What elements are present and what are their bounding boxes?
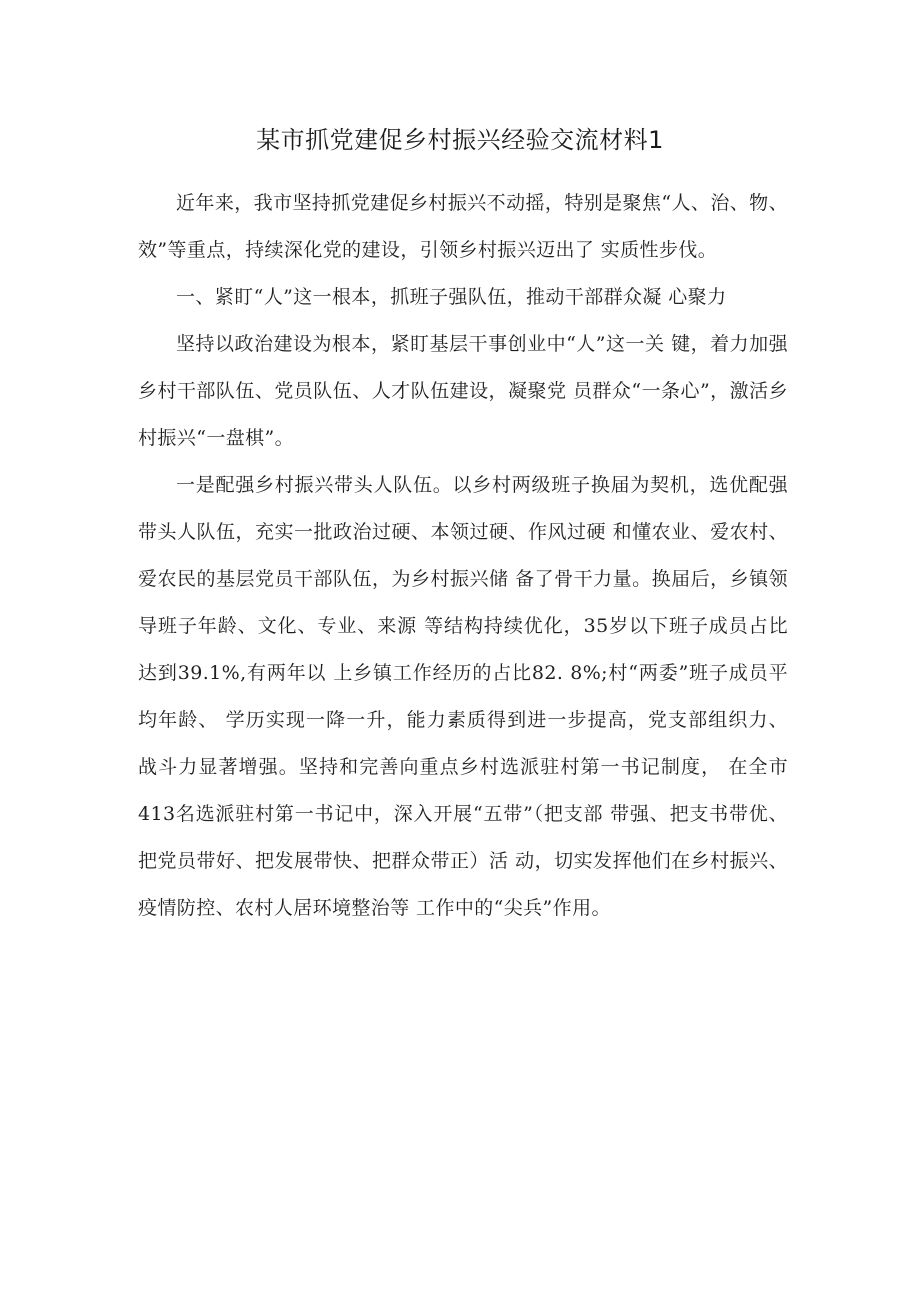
document-body: [138, 180, 788, 932]
section-heading-1: 一、紧盯“人”这一根本，抓班子强队伍，推动干部群众凝 心聚力: [176, 286, 727, 308]
section-1-point-1-paragraph: 一是配强乡村振兴带头人队伍。以乡村两级班子换届为契机，选优配强带头人队伍，充实一批政治过硬、本领过硬、作风过硬 和懂农业、爱农村、爱农民的基层党员干部队伍，为乡村振兴储 备了骨干力量。换届后，乡镇领导班子年龄、文化、专业、来源 等结构持续优化，35岁以下班子成员占比达到39.1%,有两年以 上乡镇工作经历的占比82. 8%;村“两委”班子成员平均年龄、 学历实现一降一升，能力素质得到进一步提高，党支部组织力、 战斗力显著增强。坚持和完善向重点乡村选派驻村第一书记制度， 在全市413名选派驻村第一书记中，深入开展“五带”（把支部 带强、把支书带优、把党员带好、把发展带快、把群众带正）活 动，切实发挥他们在乡村振兴、疫情防控、农村人居环境整治等 工作中的“尖兵”作用。: [138, 474, 788, 919]
document-title: 某市抓党建促乡村振兴经验交流材料1: [256, 126, 664, 154]
intro-paragraph: 近年来，我市坚持抓党建促乡村振兴不动摇，特别是聚焦“人、治、物、效”等重点，持续深化党的建设，引领乡村振兴迈出了 实质性步伐。: [138, 192, 788, 261]
section-1-summary-paragraph: 坚持以政治建设为根本，紧盯基层干事创业中“人”这一关 键，着力加强乡村干部队伍、党员队伍、人才队伍建设，凝聚党 员群众“一条心”，激活乡村振兴“一盘棋”。: [138, 333, 788, 449]
